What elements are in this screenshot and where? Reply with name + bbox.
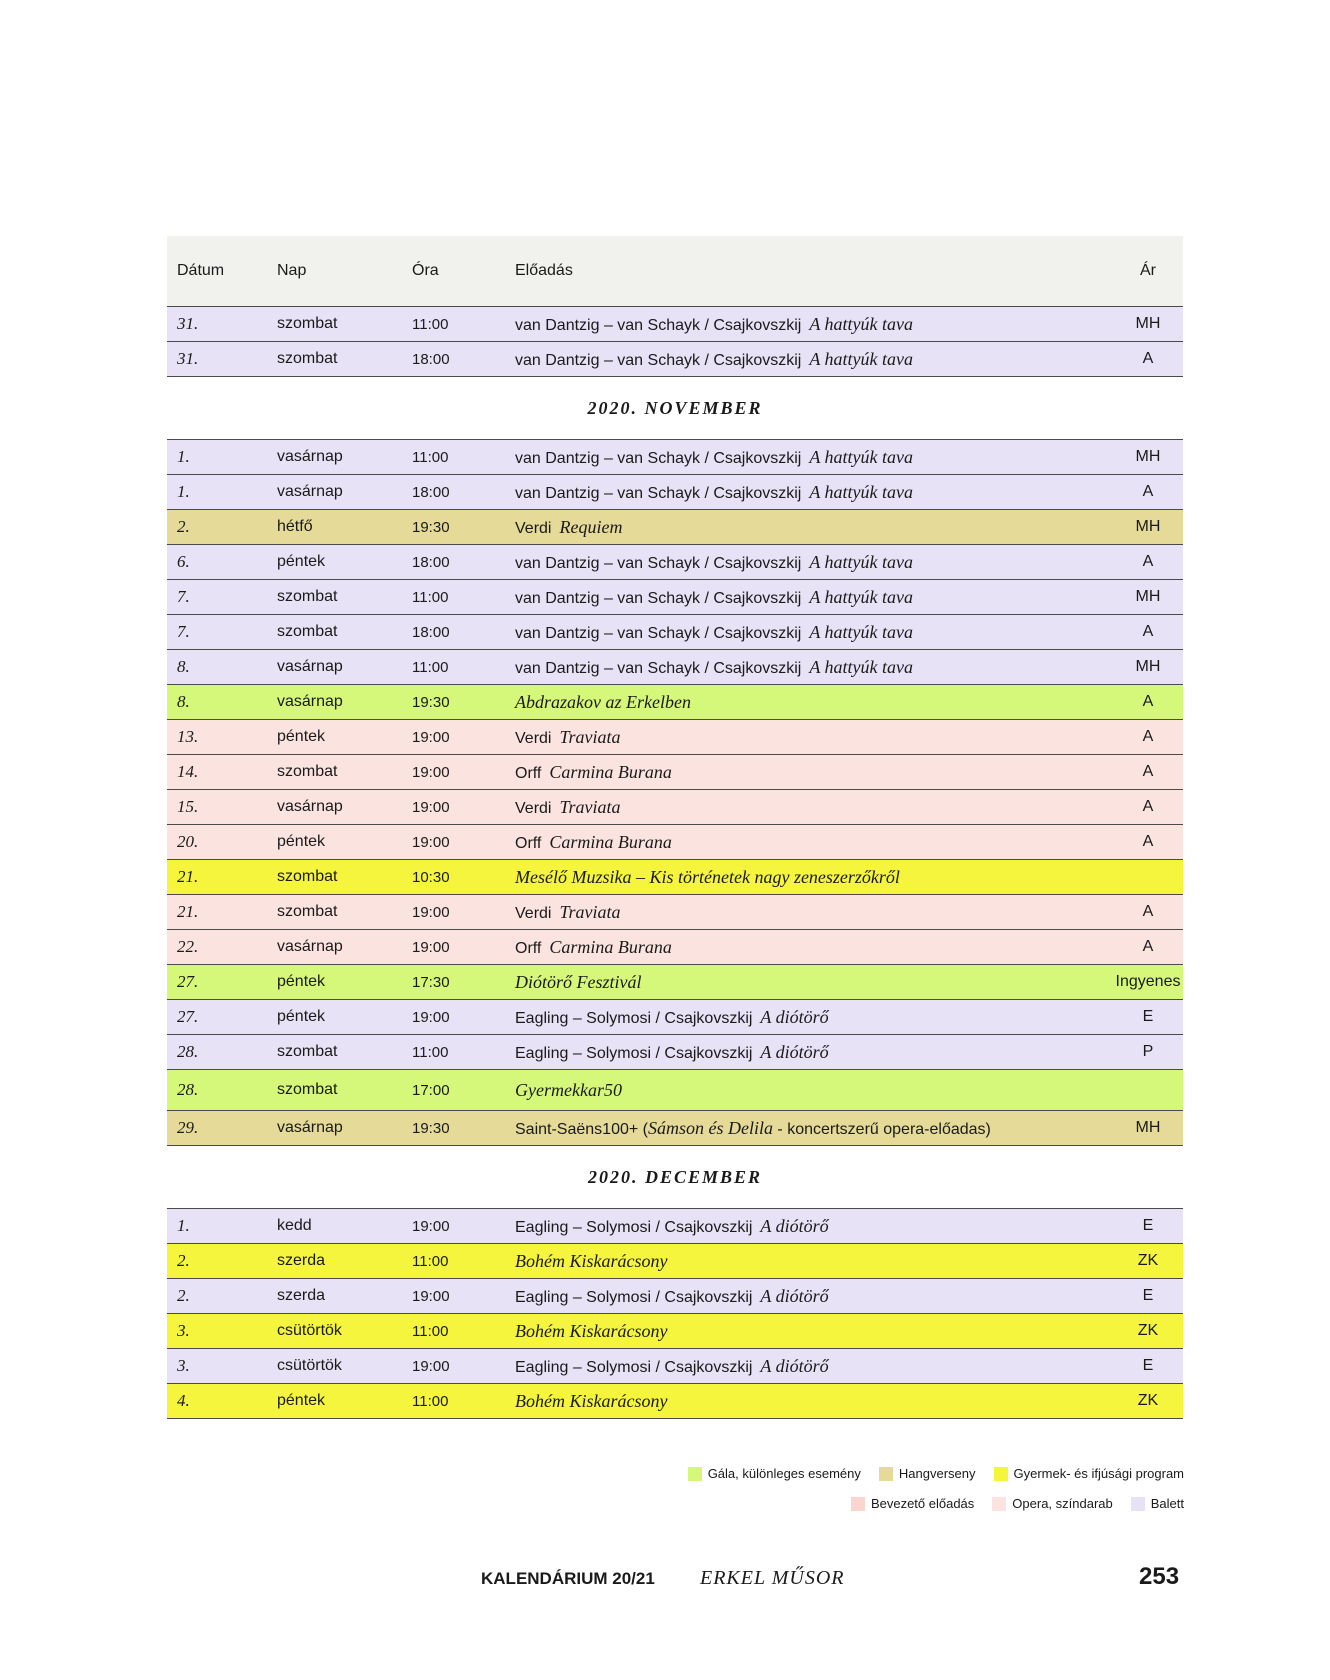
table-row [167, 440, 1183, 475]
header-day: Nap [277, 262, 307, 279]
row-title: Sámson és Delila [647, 1117, 773, 1138]
table-row [167, 755, 1183, 790]
row-date: 13. [177, 727, 199, 746]
row-date: 2. [177, 1251, 190, 1270]
row-performance [510, 972, 1113, 993]
table-row [167, 650, 1183, 685]
row-date: 1. [177, 1216, 190, 1235]
legend-swatch [851, 1497, 865, 1511]
page-number: 253 [1139, 1563, 1180, 1590]
row-time: 19:00 [412, 798, 450, 816]
legend-row-1 [688, 1466, 1184, 1481]
row-performance [510, 1321, 1113, 1342]
legend-label: Opera, színdarab [1012, 1496, 1113, 1511]
legend-swatch [1131, 1497, 1145, 1511]
legend-label: Gála, különleges esemény [707, 1466, 861, 1481]
legend-item [879, 1466, 976, 1481]
row-price: E [1142, 1008, 1154, 1025]
legend-row-2 [851, 1496, 1184, 1511]
row-price: A [1142, 728, 1154, 745]
legend-item [688, 1466, 861, 1481]
row-performance [510, 692, 1113, 713]
row-title: A diótörő [760, 1285, 829, 1306]
row-date: 31. [177, 314, 199, 333]
row-time: 19:00 [412, 833, 450, 851]
row-time: 19:00 [412, 763, 450, 781]
row-price: ZK [1137, 1252, 1159, 1269]
row-performance [510, 832, 1113, 853]
row-performance [510, 349, 1113, 370]
row-title: Mesélő Muzsika – Kis történetek nagy zeneszerzőkről [515, 866, 900, 887]
row-performance [510, 587, 1113, 608]
row-day: szombat [277, 623, 338, 640]
table-row [167, 510, 1183, 545]
row-day: szombat [277, 763, 338, 780]
page-footer [0, 1565, 1330, 1595]
month-heading-november: 2020. NOVEMBER [167, 377, 1183, 440]
row-title: Carmina Burana [549, 936, 672, 957]
row-price: Ingyenes [1115, 973, 1181, 990]
row-title: A diótörő [760, 1215, 829, 1236]
row-performance [510, 657, 1113, 678]
row-price: A [1142, 693, 1154, 710]
row-time: 11:00 [412, 1043, 449, 1061]
row-title: A hattyúk tava [809, 621, 913, 642]
row-date: 3. [177, 1321, 190, 1340]
row-time: 11:00 [412, 448, 449, 466]
table-row [167, 1209, 1183, 1244]
table-row [167, 895, 1183, 930]
row-time: 19:30 [412, 518, 450, 536]
row-title: Bohém Kiskarácsony [515, 1390, 668, 1411]
row-price: A [1142, 623, 1154, 640]
row-price: A [1142, 798, 1154, 815]
row-time: 11:00 [412, 1392, 449, 1410]
row-day: szombat [277, 1081, 338, 1098]
row-day: vasárnap [277, 693, 343, 710]
row-performance [510, 937, 1113, 958]
row-price: MH [1135, 658, 1161, 675]
table-row [167, 685, 1183, 720]
row-day: szerda [277, 1287, 326, 1304]
row-day: vasárnap [277, 483, 343, 500]
table-row [167, 1349, 1183, 1384]
row-day: péntek [277, 973, 326, 990]
legend-swatch [879, 1467, 893, 1481]
row-day: szombat [277, 868, 338, 885]
row-title: Bohém Kiskarácsony [515, 1320, 668, 1341]
row-title: Traviata [559, 796, 621, 817]
row-day: szerda [277, 1252, 326, 1269]
row-date: 7. [177, 622, 190, 641]
row-date: 1. [177, 447, 190, 466]
row-date: 21. [177, 902, 199, 921]
row-date: 20. [177, 832, 199, 851]
row-day: szombat [277, 315, 338, 332]
row-date: 8. [177, 692, 190, 711]
table-row [167, 1314, 1183, 1349]
row-time: 17:30 [412, 973, 450, 991]
legend-swatch [992, 1497, 1006, 1511]
row-time: 11:00 [412, 1322, 449, 1340]
row-author: Eagling – Solymosi / Csajkovszkij [515, 1218, 753, 1236]
table-row [167, 1384, 1183, 1419]
row-date: 1. [177, 482, 190, 501]
table-row [167, 545, 1183, 580]
table-row [167, 860, 1183, 895]
row-performance [510, 1356, 1113, 1377]
row-performance [510, 1286, 1113, 1307]
row-date: 27. [177, 1007, 199, 1026]
row-day: vasárnap [277, 1119, 343, 1136]
table-row [167, 580, 1183, 615]
row-title: A hattyúk tava [809, 313, 913, 334]
legend-label: Hangverseny [898, 1466, 976, 1481]
row-date: 31. [177, 349, 199, 368]
row-price: E [1142, 1217, 1154, 1234]
row-date: 8. [177, 657, 190, 676]
row-date: 29. [177, 1118, 199, 1137]
row-day: szombat [277, 588, 338, 605]
row-time: 11:00 [412, 1252, 449, 1270]
row-day: kedd [277, 1217, 312, 1234]
row-performance [510, 727, 1113, 748]
table-row [167, 342, 1183, 377]
row-title: A hattyúk tava [809, 446, 913, 467]
row-performance [510, 797, 1113, 818]
row-date: 21. [177, 867, 199, 886]
row-day: péntek [277, 1392, 326, 1409]
row-title: A hattyúk tava [809, 586, 913, 607]
row-price: E [1142, 1357, 1154, 1374]
row-day: péntek [277, 1008, 326, 1025]
row-title: A diótörő [760, 1041, 829, 1062]
row-title: Carmina Burana [549, 831, 672, 852]
legend-item [994, 1466, 1185, 1481]
row-price: MH [1135, 315, 1161, 332]
row-performance [510, 1216, 1113, 1237]
row-time: 19:00 [412, 1217, 450, 1235]
row-price: E [1142, 1287, 1154, 1304]
row-author: Orff [515, 834, 542, 852]
row-price: P [1142, 1043, 1154, 1060]
table-row [167, 720, 1183, 755]
row-author: van Dantzig – van Schayk / Csajkovszkij [515, 554, 802, 572]
row-day: szombat [277, 350, 338, 367]
row-title: A hattyúk tava [809, 551, 913, 572]
row-title: Abdrazakov az Erkelben [515, 691, 691, 712]
row-price: A [1142, 938, 1154, 955]
row-time: 19:00 [412, 1008, 450, 1026]
row-day: csütörtök [277, 1322, 342, 1339]
row-day: szombat [277, 903, 338, 920]
row-date: 28. [177, 1042, 199, 1061]
legend-swatch [688, 1467, 702, 1481]
row-time: 11:00 [412, 588, 449, 606]
row-performance [510, 517, 1113, 538]
row-price: ZK [1137, 1322, 1159, 1339]
row-day: szombat [277, 1043, 338, 1060]
row-performance [510, 1007, 1113, 1028]
row-author: Verdi [515, 799, 552, 817]
row-date: 14. [177, 762, 199, 781]
row-date: 27. [177, 972, 199, 991]
row-price: A [1142, 833, 1154, 850]
row-day: vasárnap [277, 938, 343, 955]
row-author: Orff [515, 764, 542, 782]
row-date: 22. [177, 937, 199, 956]
table-row [167, 1244, 1183, 1279]
row-date: 7. [177, 587, 190, 606]
row-author: van Dantzig – van Schayk / Csajkovszkij [515, 589, 802, 607]
row-performance [510, 622, 1113, 643]
row-author: Eagling – Solymosi / Csajkovszkij [515, 1009, 753, 1027]
row-title: A diótörő [760, 1355, 829, 1376]
row-author: Saint-Saëns100+ ( [515, 1120, 648, 1138]
row-title: Requiem [559, 516, 623, 537]
row-day: vasárnap [277, 448, 343, 465]
row-performance [510, 1251, 1113, 1272]
table-row [167, 1070, 1183, 1111]
row-time: 18:00 [412, 623, 450, 641]
row-author: van Dantzig – van Schayk / Csajkovszkij [515, 659, 802, 677]
row-performance [510, 314, 1113, 335]
table-row [167, 1279, 1183, 1314]
october-rows [167, 307, 1183, 377]
row-date: 28. [177, 1080, 199, 1099]
month-heading-december: 2020. DECEMBER [167, 1146, 1183, 1209]
table-row [167, 1000, 1183, 1035]
row-time: 10:30 [412, 868, 450, 886]
header-price: Ár [1140, 262, 1156, 279]
row-date: 2. [177, 1286, 190, 1305]
row-date: 15. [177, 797, 199, 816]
row-day: hétfő [277, 518, 313, 535]
table-header [167, 236, 1183, 307]
row-price: MH [1135, 518, 1161, 535]
row-author: van Dantzig – van Schayk / Csajkovszkij [515, 449, 802, 467]
legend-item [1131, 1496, 1184, 1511]
row-price: MH [1135, 588, 1161, 605]
row-author: Eagling – Solymosi / Csajkovszkij [515, 1358, 753, 1376]
table-row [167, 790, 1183, 825]
row-performance [510, 1118, 1113, 1139]
row-performance [510, 1080, 1113, 1101]
table-row [167, 965, 1183, 1000]
legend-label: Gyermek- és ifjúsági program [1013, 1466, 1184, 1481]
legend-label: Balett [1150, 1496, 1184, 1511]
row-time: 11:00 [412, 315, 449, 333]
row-time: 19:00 [412, 1287, 450, 1305]
row-price: A [1142, 350, 1154, 367]
row-author: van Dantzig – van Schayk / Csajkovszkij [515, 484, 802, 502]
row-price: A [1142, 903, 1154, 920]
row-author: Orff [515, 939, 542, 957]
table-row [167, 475, 1183, 510]
row-day: csütörtök [277, 1357, 342, 1374]
footer-kalendarium: KALENDÁRIUM 20/21 [481, 1569, 655, 1588]
row-price: A [1142, 763, 1154, 780]
row-performance [510, 447, 1113, 468]
row-time: 19:00 [412, 938, 450, 956]
december-rows [167, 1209, 1183, 1419]
row-performance [510, 552, 1113, 573]
row-date: 4. [177, 1391, 190, 1410]
row-author: Eagling – Solymosi / Csajkovszkij [515, 1044, 753, 1062]
header-date: Dátum [177, 262, 225, 279]
row-time: 19:00 [412, 728, 450, 746]
row-time: 18:00 [412, 553, 450, 571]
row-price: ZK [1137, 1392, 1159, 1409]
legend-label: Bevezető előadás [870, 1496, 975, 1511]
row-performance [510, 902, 1113, 923]
row-time: 11:00 [412, 658, 449, 676]
row-day: péntek [277, 728, 326, 745]
row-suffix: - koncertszerű opera-előadas) [772, 1120, 991, 1138]
row-price: A [1142, 553, 1154, 570]
row-author: Verdi [515, 904, 552, 922]
row-title: Traviata [559, 726, 621, 747]
row-author: Verdi [515, 519, 552, 537]
row-author: Verdi [515, 729, 552, 747]
row-price: A [1142, 483, 1154, 500]
legend-swatch [994, 1467, 1008, 1481]
header-performance: Előadás [515, 262, 573, 279]
row-title: Gyermekkar50 [515, 1079, 622, 1100]
row-title: A hattyúk tava [809, 656, 913, 677]
row-author: van Dantzig – van Schayk / Csajkovszkij [515, 316, 802, 334]
row-author: Eagling – Solymosi / Csajkovszkij [515, 1288, 753, 1306]
table-row [167, 615, 1183, 650]
legend-item [851, 1496, 974, 1511]
row-price: MH [1135, 1119, 1161, 1136]
footer-erkel-musor: ERKEL MŰSOR [700, 1567, 845, 1589]
row-time: 19:00 [412, 903, 450, 921]
row-performance [510, 867, 1113, 888]
schedule-page [167, 236, 1183, 1419]
row-title: Bohém Kiskarácsony [515, 1250, 668, 1271]
legend-item [992, 1496, 1112, 1511]
table-row [167, 825, 1183, 860]
row-day: péntek [277, 833, 326, 850]
row-author: van Dantzig – van Schayk / Csajkovszkij [515, 624, 802, 642]
row-author: van Dantzig – van Schayk / Csajkovszkij [515, 351, 802, 369]
row-time: 19:00 [412, 1357, 450, 1375]
row-time: 19:30 [412, 693, 450, 711]
row-title: A hattyúk tava [809, 348, 913, 369]
row-price: MH [1135, 448, 1161, 465]
row-performance [510, 762, 1113, 783]
row-day: péntek [277, 553, 326, 570]
row-date: 3. [177, 1356, 190, 1375]
row-date: 6. [177, 552, 190, 571]
row-title: Traviata [559, 901, 621, 922]
table-row [167, 307, 1183, 342]
table-row [167, 1111, 1183, 1146]
header-time: Óra [412, 262, 439, 279]
row-title: Carmina Burana [549, 761, 672, 782]
row-title: Diótörő Fesztivál [515, 971, 642, 992]
row-time: 18:00 [412, 350, 450, 368]
table-row [167, 930, 1183, 965]
row-day: vasárnap [277, 658, 343, 675]
november-rows [167, 440, 1183, 1146]
row-date: 2. [177, 517, 190, 536]
row-day: vasárnap [277, 798, 343, 815]
row-performance [510, 1042, 1113, 1063]
row-title: A diótörő [760, 1006, 829, 1027]
table-row [167, 1035, 1183, 1070]
row-time: 17:00 [412, 1081, 450, 1099]
row-time: 19:30 [412, 1119, 450, 1137]
row-performance [510, 1391, 1113, 1412]
row-title: A hattyúk tava [809, 481, 913, 502]
row-performance [510, 482, 1113, 503]
row-time: 18:00 [412, 483, 450, 501]
